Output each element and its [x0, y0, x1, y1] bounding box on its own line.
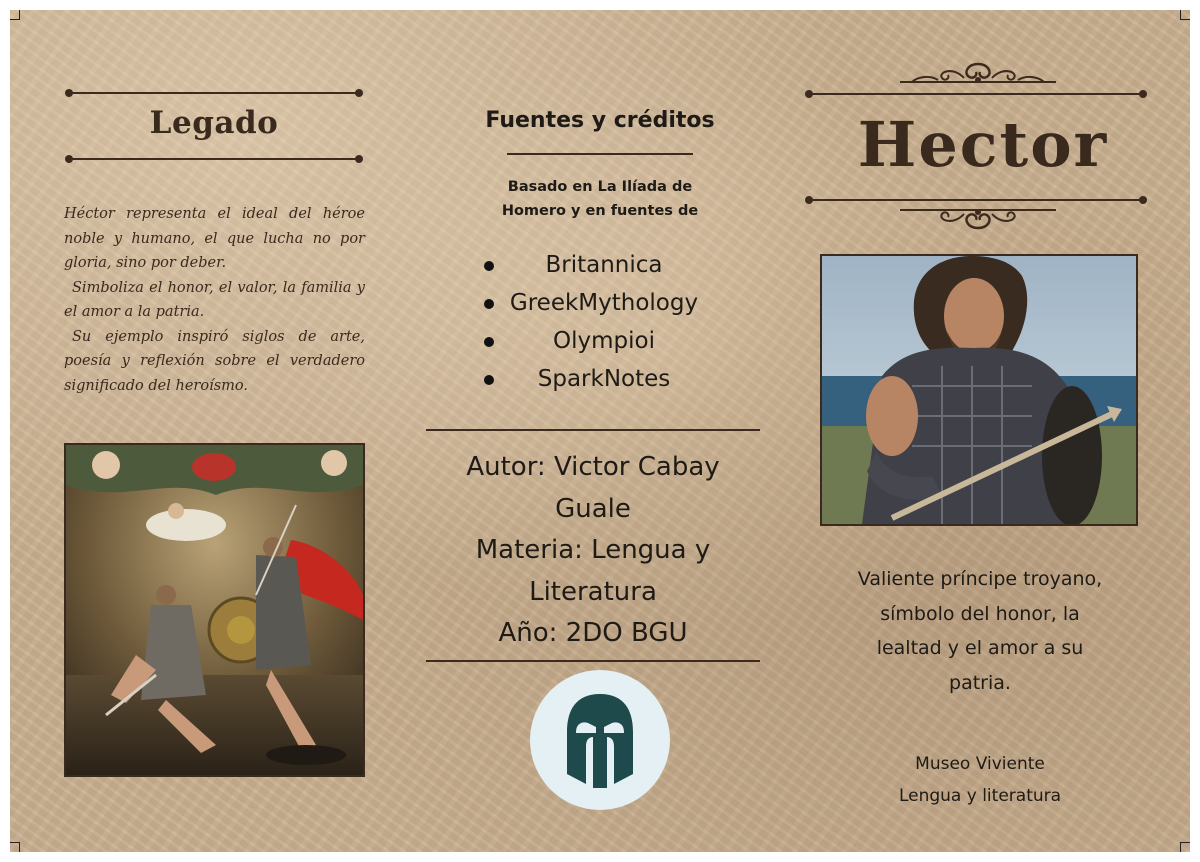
credits-block [426, 447, 760, 655]
crop-mark [1180, 842, 1190, 852]
source-item: Olympioi [484, 322, 724, 360]
divider [426, 660, 760, 662]
sources-list [484, 246, 724, 398]
source-item: GreekMythology [484, 284, 724, 322]
hector-portrait-image [820, 254, 1138, 526]
tagline-line: símbolo del honor, la [880, 602, 1080, 625]
bottom-ornament [898, 204, 1058, 232]
author-line: Autor: Victor Cabay [466, 452, 720, 482]
decorative-rule [808, 93, 1144, 95]
author-line: Guale [555, 493, 631, 524]
legado-paragraph: Su ejemplo inspiró siglos de arte, poesía y reflexión sobre el verdadero significado del heroísmo. [64, 328, 365, 394]
crop-mark [10, 842, 20, 852]
hector-tagline [810, 562, 1150, 700]
legado-text [64, 202, 365, 398]
tagline-line: lealtad y el amor a su [876, 637, 1084, 659]
subject-line: Materia: Lengua y [475, 535, 711, 565]
crop-mark [10, 10, 20, 20]
footer-line: Lengua y literatura [898, 786, 1062, 806]
source-item: SparkNotes [484, 360, 724, 398]
intro-line: Homero y en fuentes de [501, 203, 699, 219]
top-ornament [898, 60, 1058, 90]
footer-credit [810, 748, 1150, 812]
decorative-rule [68, 158, 360, 160]
year-line: Año: 2DO BGU [498, 618, 688, 648]
hector-title: Hector [857, 108, 1109, 181]
legado-paragraph: Simboliza el honor, el valor, la familia y el amor a la patria. [64, 279, 365, 320]
tagline-line: patria. [949, 671, 1011, 694]
legado-heading: Legado [149, 105, 279, 141]
legado-paragraph: Héctor representa el ideal del héroe noble y humano, el que lucha no por gloria, sino por deber. [64, 206, 365, 271]
decorative-rule [808, 199, 1144, 201]
tagline-line: Valiente príncipe troyano, [857, 568, 1103, 590]
spartan-helmet-icon [530, 670, 670, 810]
source-item: Britannica [484, 246, 724, 284]
sources-intro [440, 175, 760, 223]
logo-circle [530, 670, 670, 810]
crop-mark [1180, 10, 1190, 20]
battle-painting-image [64, 443, 365, 777]
sources-heading: Fuentes y créditos [485, 108, 715, 133]
intro-line: Basado en La Ilíada de [507, 179, 693, 195]
footer-line: Museo Viviente [915, 754, 1045, 774]
subject-line: Literatura [529, 576, 657, 607]
brochure-sheet [10, 10, 1190, 852]
heading-underline [507, 153, 693, 155]
divider [426, 429, 760, 431]
decorative-rule [68, 92, 360, 94]
